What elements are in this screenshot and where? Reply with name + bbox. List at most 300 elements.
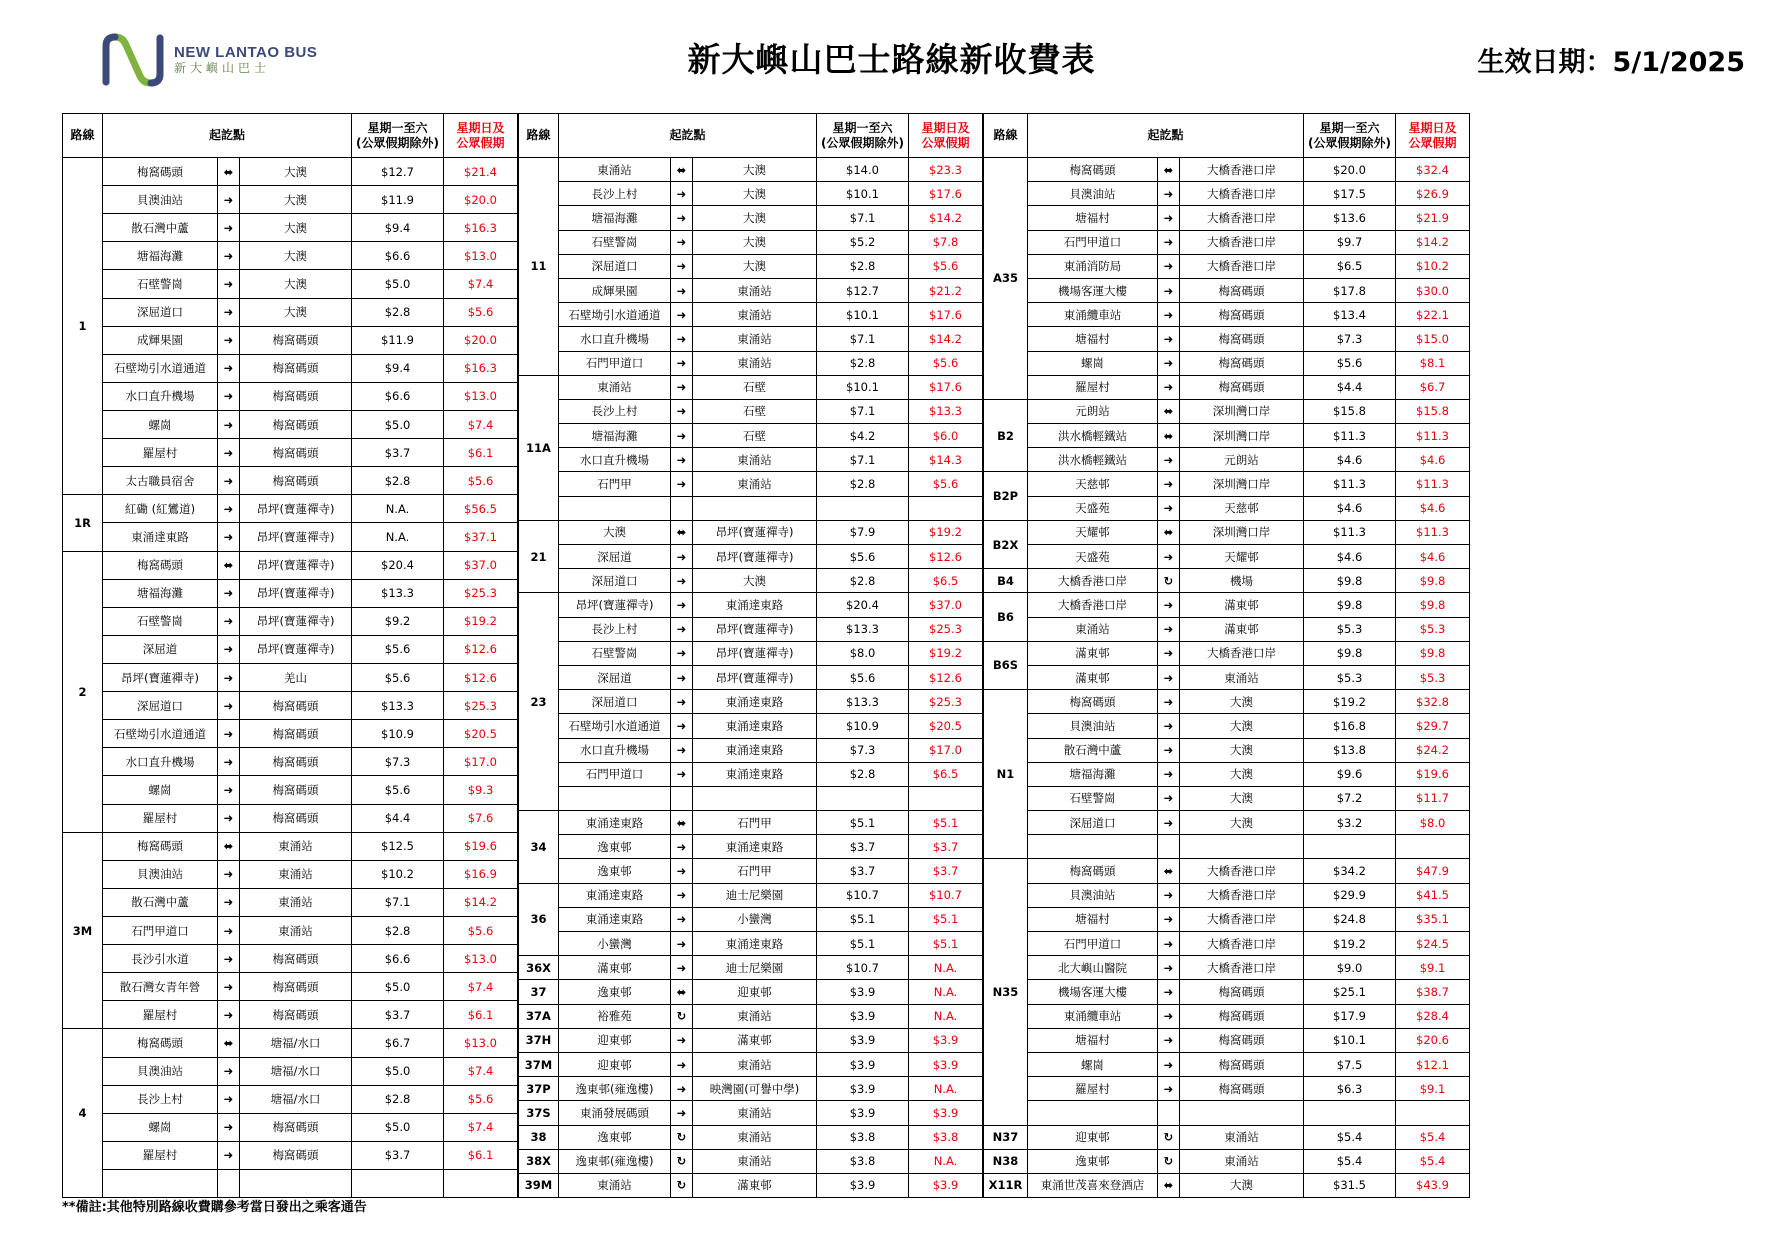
table-row [519,496,983,520]
fare-weekday: $17.5 [1304,182,1396,206]
fare-holiday: $30.0 [1396,278,1470,302]
origin-stop: 石壁坳引水道通道 [103,354,218,382]
direction-icon [1158,835,1180,859]
destination-stop [693,786,817,810]
fare-holiday: N.A. [909,1149,983,1173]
route-number: 21 [519,520,559,593]
destination-stop: 大澳 [240,186,352,214]
table-row [519,859,983,883]
destination-stop: 大橋香港口岸 [1180,158,1304,182]
table-row [984,424,1470,448]
table-row [519,1052,983,1076]
direction-icon: ⬌ [1158,520,1180,544]
fare-weekday: $10.9 [352,720,444,748]
origin-stop: 石門甲道口 [1028,230,1158,254]
fare-weekday: $31.5 [1304,1173,1396,1197]
origin-stop: 石門甲 [559,472,671,496]
fare-holiday: N.A. [909,980,983,1004]
direction-icon: ➜ [218,579,240,607]
table-row [63,1085,518,1113]
origin-stop: 梅窩碼頭 [1028,158,1158,182]
direction-icon: ➜ [671,545,693,569]
origin-stop: 深屈道口 [1028,811,1158,835]
origin-stop [559,496,671,520]
fare-holiday: $5.1 [909,811,983,835]
destination-stop: 大澳 [1180,1173,1304,1197]
direction-icon [1158,1101,1180,1125]
origin-stop: 洪水橋輕鐵站 [1028,424,1158,448]
fare-weekday: $2.8 [352,298,444,326]
origin-stop: 東涌世茂喜來登酒店 [1028,1173,1158,1197]
destination-stop: 梅窩碼頭 [240,439,352,467]
fare-holiday: N.A. [909,956,983,980]
origin-stop: 散石灣中蘆 [1028,738,1158,762]
fare-weekday: $8.0 [817,641,909,665]
table-row [519,254,983,278]
origin-stop: 逸東邨 [559,859,671,883]
fare-weekday: $7.3 [817,738,909,762]
table-row [63,158,518,186]
table-row [519,641,983,665]
origin-stop: 東涌消防局 [1028,254,1158,278]
direction-icon: ➜ [1158,472,1180,496]
fare-weekday: $6.6 [352,242,444,270]
table-row [984,786,1470,810]
origin-stop: 東涌達東路 [559,811,671,835]
destination-stop: 大澳 [1180,811,1304,835]
destination-stop: 昂坪(寶蓮禪寺) [240,523,352,551]
direction-icon: ➜ [218,354,240,382]
table-row [519,399,983,423]
fare-weekday: $6.3 [1304,1077,1396,1101]
fare-weekday: $2.8 [352,467,444,495]
destination-stop: 深圳灣口岸 [1180,472,1304,496]
fare-holiday: $3.7 [909,859,983,883]
fare-holiday: $14.2 [909,206,983,230]
route-number: 37P [519,1077,559,1101]
direction-icon: ➜ [218,439,240,467]
origin-stop: 逸東邨 [559,980,671,1004]
direction-icon: ➜ [671,641,693,665]
destination-stop: 梅窩碼頭 [240,720,352,748]
route-number: 23 [519,593,559,811]
table-row [984,859,1470,883]
direction-icon: ➜ [671,399,693,423]
destination-stop: 大橋香港口岸 [1180,254,1304,278]
fare-holiday: $26.9 [1396,182,1470,206]
fare-weekday: $16.8 [1304,714,1396,738]
fare-holiday: $5.6 [909,472,983,496]
table-row [984,617,1470,641]
origin-stop: 裕雅苑 [559,1004,671,1028]
fare-weekday: $3.7 [352,439,444,467]
fare-holiday: $5.6 [444,1085,518,1113]
fare-weekday: $20.4 [817,593,909,617]
destination-stop: 梅窩碼頭 [240,354,352,382]
fare-weekday: $4.6 [1304,448,1396,472]
fare-weekday: $7.3 [352,748,444,776]
destination-stop: 大橋香港口岸 [1180,956,1304,980]
destination-stop: 梅窩碼頭 [1180,303,1304,327]
fare-holiday: $6.1 [444,439,518,467]
table-row [519,520,983,544]
destination-stop: 梅窩碼頭 [1180,351,1304,375]
route-number: 2 [63,551,103,832]
destination-stop: 塘福/水口 [240,1029,352,1057]
fare-holiday: $17.6 [909,303,983,327]
table-row [984,448,1470,472]
table-row [519,932,983,956]
origin-stop [1028,835,1158,859]
fare-holiday: $16.3 [444,354,518,382]
table-row [519,158,983,182]
col-header-holiday: 星期日及 公眾假期 [1396,114,1470,158]
destination-stop: 東涌達東路 [693,738,817,762]
direction-icon: ➜ [671,375,693,399]
fare-holiday: $7.6 [444,804,518,832]
destination-stop: 梅窩碼頭 [240,1141,352,1169]
direction-icon: ➜ [1158,327,1180,351]
direction-icon: ⬌ [1158,424,1180,448]
origin-stop: 梅窩碼頭 [1028,690,1158,714]
direction-icon: ↻ [1158,569,1180,593]
table-row [63,776,518,804]
origin-stop: 羅屋村 [103,439,218,467]
fare-weekday: $7.1 [817,448,909,472]
fare-holiday: $5.1 [909,932,983,956]
fare-weekday: $12.5 [352,832,444,860]
fare-holiday: $3.8 [909,1125,983,1149]
direction-icon: ➜ [218,467,240,495]
destination-stop: 機場 [1180,569,1304,593]
fare-weekday: $13.6 [1304,206,1396,230]
table-row [63,973,518,1001]
fare-weekday: $13.3 [817,617,909,641]
origin-stop: 東涌達東路 [103,523,218,551]
direction-icon: ➜ [671,230,693,254]
direction-icon: ↻ [1158,1125,1180,1149]
origin-stop: 滿東邨 [1028,665,1158,689]
origin-stop: 長沙引水道 [103,945,218,973]
fare-weekday: $10.1 [817,303,909,327]
direction-icon: ➜ [671,1101,693,1125]
origin-stop: 梅窩碼頭 [1028,859,1158,883]
direction-icon: ⬌ [1158,158,1180,182]
fare-holiday: $12.1 [1396,1052,1470,1076]
fare-weekday: $5.0 [352,410,444,438]
destination-stop: 梅窩碼頭 [240,748,352,776]
origin-stop: 天慈邨 [1028,472,1158,496]
fare-weekday: $7.3 [1304,327,1396,351]
fare-holiday: N.A. [909,1077,983,1101]
origin-stop: 滿東邨 [559,956,671,980]
fare-weekday: $3.9 [817,1052,909,1076]
fare-weekday: $2.8 [352,916,444,944]
col-header-stops: 起訖點 [559,114,817,158]
destination-stop: 大橋香港口岸 [1180,859,1304,883]
fare-weekday: $3.9 [817,1173,909,1197]
fare-holiday: $21.9 [1396,206,1470,230]
origin-stop: 石門甲道口 [559,351,671,375]
destination-stop: 東涌站 [693,327,817,351]
origin-stop: 元朗站 [1028,399,1158,423]
origin-stop: 梅窩碼頭 [103,551,218,579]
table-row [984,1173,1470,1197]
table-row [984,254,1470,278]
origin-stop: 羅屋村 [103,804,218,832]
table-row [519,762,983,786]
origin-stop: 石門甲道口 [1028,932,1158,956]
fare-holiday: $9.3 [444,776,518,804]
fare-holiday [909,786,983,810]
fare-holiday: $15.8 [1396,399,1470,423]
direction-icon: ➜ [218,1001,240,1029]
fare-holiday: $5.6 [909,254,983,278]
fare-weekday: $17.8 [1304,278,1396,302]
fare-holiday: $4.6 [1396,545,1470,569]
fare-holiday: $6.1 [444,1001,518,1029]
table-row [984,665,1470,689]
fare-holiday: $13.0 [444,945,518,973]
destination-stop: 東涌達東路 [693,932,817,956]
direction-icon: ➜ [671,303,693,327]
destination-stop: 映灣園(可譽中學) [693,1077,817,1101]
fare-holiday: $28.4 [1396,1004,1470,1028]
table-row [63,270,518,298]
destination-stop: 大澳 [1180,762,1304,786]
fare-weekday [817,496,909,520]
destination-stop: 梅窩碼頭 [240,776,352,804]
destination-stop: 東涌站 [693,1052,817,1076]
fare-weekday: $6.7 [352,1029,444,1057]
fare-holiday: $37.1 [444,523,518,551]
origin-stop: 貝澳油站 [103,860,218,888]
fare-holiday: $3.9 [909,1052,983,1076]
table-row [519,1149,983,1173]
origin-stop: 大橋香港口岸 [1028,593,1158,617]
direction-icon: ➜ [218,748,240,776]
fare-holiday: $19.6 [444,832,518,860]
table-row [984,278,1470,302]
direction-icon: ➜ [671,883,693,907]
route-number: 1R [63,495,103,551]
origin-stop: 天盛苑 [1028,545,1158,569]
origin-stop: 天盛苑 [1028,496,1158,520]
destination-stop: 東涌站 [693,1149,817,1173]
destination-stop: 梅窩碼頭 [240,945,352,973]
table-row [984,641,1470,665]
fare-weekday: $5.3 [1304,665,1396,689]
table-row [984,182,1470,206]
fare-weekday: $7.1 [817,399,909,423]
fare-holiday: $6.7 [1396,375,1470,399]
destination-stop: 昂坪(寶蓮禪寺) [693,617,817,641]
direction-icon [671,786,693,810]
table-row [63,945,518,973]
direction-icon: ➜ [218,326,240,354]
fare-weekday: $2.8 [817,762,909,786]
route-number: 38X [519,1149,559,1173]
fare-weekday: $5.6 [352,776,444,804]
fare-weekday: $9.8 [1304,641,1396,665]
fare-weekday: $13.3 [352,579,444,607]
direction-icon: ⬌ [671,980,693,1004]
table-row [63,607,518,635]
col-header-stops: 起訖點 [103,114,352,158]
fare-table-2 [518,113,983,1198]
fare-weekday: $5.1 [817,811,909,835]
fare-holiday: $32.8 [1396,690,1470,714]
col-header-stops: 起訖點 [1028,114,1304,158]
route-number: 36 [519,883,559,956]
fare-holiday: $17.0 [909,738,983,762]
direction-icon: ➜ [1158,738,1180,762]
direction-icon: ➜ [1158,303,1180,327]
origin-stop: 逸東邨 [559,835,671,859]
fare-holiday: $3.9 [909,1101,983,1125]
origin-stop: 水口直升機場 [559,738,671,762]
origin-stop: 石門甲道口 [103,916,218,944]
table-row [519,1173,983,1197]
fare-holiday: $16.3 [444,214,518,242]
route-number: B6S [984,641,1028,689]
fare-weekday: $9.4 [352,354,444,382]
table-row [519,1004,983,1028]
origin-stop: 石壁坳引水道通道 [559,714,671,738]
direction-icon: ➜ [218,945,240,973]
direction-icon: ➜ [671,448,693,472]
fare-holiday: $5.6 [909,351,983,375]
table-row [519,786,983,810]
route-number: 37H [519,1028,559,1052]
destination-stop: 石壁 [693,375,817,399]
table-row [63,382,518,410]
direction-icon: ➜ [218,382,240,410]
route-number: 37S [519,1101,559,1125]
origin-stop: 石門甲道口 [559,762,671,786]
fare-weekday: $3.9 [817,1028,909,1052]
table-row [63,439,518,467]
table-row [519,327,983,351]
direction-icon: ➜ [218,860,240,888]
fare-holiday: N.A. [909,1004,983,1028]
col-header-weekday: 星期一至六 (公眾假期除外) [1304,114,1396,158]
direction-icon: ➜ [218,776,240,804]
fare-holiday: $43.9 [1396,1173,1470,1197]
fare-holiday: $21.4 [444,158,518,186]
table-row [63,692,518,720]
table-row [984,351,1470,375]
direction-icon: ➜ [1158,883,1180,907]
origin-stop: 東涌站 [559,1173,671,1197]
fare-weekday: $5.6 [352,635,444,663]
fare-weekday: $3.7 [817,859,909,883]
fare-weekday: $17.9 [1304,1004,1396,1028]
destination-stop: 梅窩碼頭 [240,467,352,495]
destination-stop: 滿東邨 [693,1173,817,1197]
direction-icon: ➜ [1158,907,1180,931]
table-row [519,1125,983,1149]
table-row [63,326,518,354]
fare-weekday: $2.8 [352,1085,444,1113]
table-row [519,690,983,714]
origin-stop: 石壁警崗 [103,607,218,635]
destination-stop: 東涌站 [1180,665,1304,689]
fare-weekday: $5.2 [817,230,909,254]
destination-stop: 梅窩碼頭 [240,692,352,720]
route-number: 3M [63,832,103,1029]
origin-stop: 羅屋村 [103,1001,218,1029]
direction-icon: ➜ [1158,1052,1180,1076]
direction-icon: ➜ [218,973,240,1001]
direction-icon: ➜ [1158,1004,1180,1028]
fare-weekday: $25.1 [1304,980,1396,1004]
destination-stop: 大澳 [240,158,352,186]
fare-weekday: $4.6 [1304,545,1396,569]
origin-stop [103,1169,218,1197]
origin-stop: 羅屋村 [103,1141,218,1169]
col-header-route: 路線 [63,114,103,158]
table-row [984,230,1470,254]
destination-stop: 大澳 [240,214,352,242]
table-row [63,1029,518,1057]
table-row [519,811,983,835]
destination-stop: 東涌站 [693,1004,817,1028]
fare-weekday: $5.1 [817,932,909,956]
direction-icon: ⬌ [671,811,693,835]
direction-icon: ➜ [218,1085,240,1113]
fare-holiday: $25.3 [909,690,983,714]
origin-stop: 洪水橋輕鐵站 [1028,448,1158,472]
fare-weekday: $5.0 [352,973,444,1001]
fare-weekday: N.A. [352,495,444,523]
direction-icon: ➜ [671,1052,693,1076]
direction-icon: ➜ [218,495,240,523]
origin-stop: 深屈道 [559,545,671,569]
table-row [63,1001,518,1029]
fare-weekday [817,786,909,810]
origin-stop: 塘福海灘 [103,242,218,270]
origin-stop: 梅窩碼頭 [103,1029,218,1057]
destination-stop: 東涌達東路 [693,835,817,859]
destination-stop: 東涌達東路 [693,690,817,714]
fare-holiday: $56.5 [444,495,518,523]
direction-icon: ➜ [671,569,693,593]
fare-holiday: $6.0 [909,424,983,448]
destination-stop: 大橋香港口岸 [1180,230,1304,254]
destination-stop: 東涌站 [693,303,817,327]
direction-icon: ➜ [671,254,693,278]
origin-stop: 機場客運大樓 [1028,278,1158,302]
direction-icon: ➜ [671,351,693,375]
fare-weekday: $9.8 [1304,593,1396,617]
fare-holiday: $29.7 [1396,714,1470,738]
fare-holiday: $3.7 [909,835,983,859]
table-row [984,520,1470,544]
table-row [519,1101,983,1125]
destination-stop: 東涌站 [240,888,352,916]
destination-stop: 梅窩碼頭 [1180,1077,1304,1101]
fare-holiday: $38.7 [1396,980,1470,1004]
table-row [63,354,518,382]
origin-stop: 機場客運大樓 [1028,980,1158,1004]
origin-stop: 逸東邨 [1028,1149,1158,1173]
fare-holiday: $13.3 [909,399,983,423]
fare-holiday: $16.9 [444,860,518,888]
fare-holiday: $20.6 [1396,1028,1470,1052]
destination-stop: 梅窩碼頭 [1180,980,1304,1004]
origin-stop: 東涌站 [1028,617,1158,641]
